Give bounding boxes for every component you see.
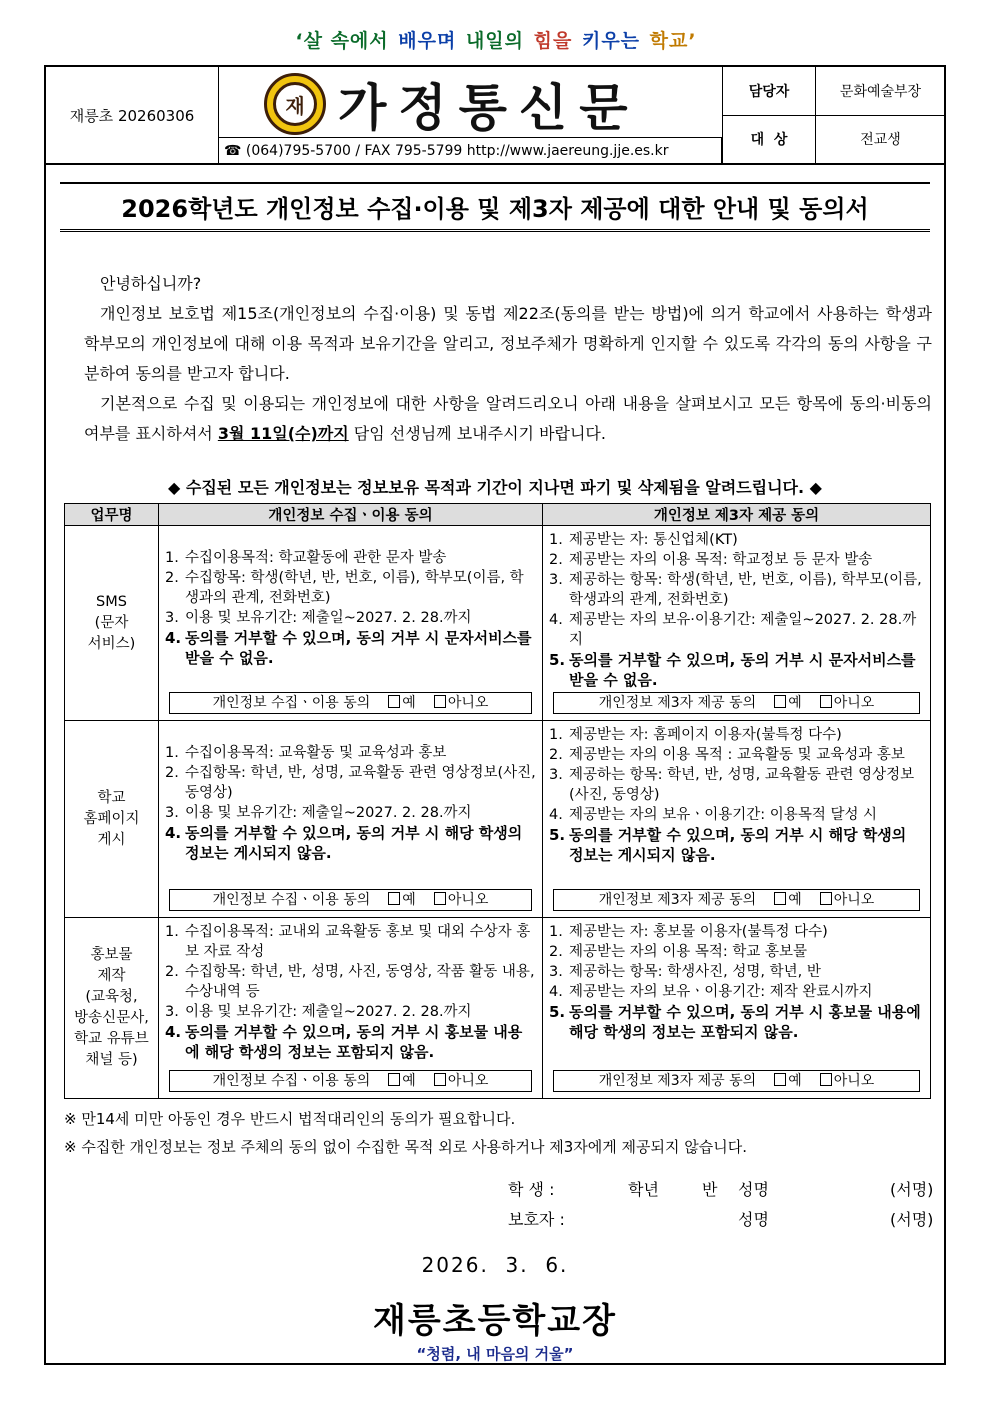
header-task: 업무명 xyxy=(65,504,159,526)
collect-cell xyxy=(159,918,543,1099)
grade-label: 학년 xyxy=(628,1180,659,1199)
task-name: 홍보물 제작 (교육청, 방송신문사, 학교 유튜브 채널 등) xyxy=(65,918,159,1099)
header-collect: 개인정보 수집ㆍ이용 동의 xyxy=(159,504,543,526)
manager-label: 담당자 xyxy=(723,67,816,115)
checkbox-icon xyxy=(434,695,446,708)
provide-yes-checkbox[interactable]: 예 xyxy=(774,693,802,713)
task-name: SMS (문자 서비스) xyxy=(65,526,159,721)
checkbox-icon xyxy=(774,695,786,708)
manager-value: 문화예술부장 xyxy=(839,84,922,100)
deletion-notice: ◆ 수집된 모든 개인정보는 정보보유 목적과 기간이 지나면 파기 및 삭제됨을 알려드립니다. ◆ xyxy=(168,478,822,497)
motto-segment: 내일의 xyxy=(465,30,532,52)
document-number: 재릉초 20260306 xyxy=(46,67,219,163)
deadline: 3월 11일(수)까지 xyxy=(217,424,349,443)
newsletter-logo xyxy=(222,71,722,137)
student-sign-field[interactable]: (서명) xyxy=(890,1180,934,1199)
consent-table xyxy=(64,503,931,1099)
provide-item: 5. 동의를 거부할 수 있으며, 동의 거부 시 홍보물 내용에 해당 학생의 정보는 포함되지 않음. xyxy=(549,1003,921,1041)
letterhead xyxy=(46,67,944,165)
collect-yes-checkbox[interactable]: 예 xyxy=(388,693,416,713)
provide-item: 3. 제공하는 항목: 학생사진, 성명, 학년, 반 xyxy=(549,964,821,980)
collect-item: 1. 수집이용목적: 교내외 교육활동 홍보 및 대외 수상자 홍보 자료 작성 xyxy=(165,924,531,960)
footnote-1: ※ 만14세 미만 아동인 경우 반드시 법적대리인의 동의가 필요합니다. xyxy=(64,1110,516,1128)
checkbox-icon xyxy=(820,695,832,708)
guardian-label: 보호자 : xyxy=(508,1210,565,1229)
collect-item: 2. 수집항목: 학년, 반, 성명, 사진, 동영상, 작품 활동 내용, 수상내역 등 xyxy=(165,964,535,1000)
student-name-label: 성명 xyxy=(738,1180,769,1199)
collect-consent-checkline: 개인정보 수집ㆍ이용 동의 예 아니오 xyxy=(169,889,532,911)
paragraph-1: 개인정보 보호법 제15조(개인정보의 수집·이용) 및 동법 제22조(동의를 받는 방법)에 의거 학교에서 사용하는 학생과 학부모의 개인정보에 대해 이용 목적과 보유기간을 알리고, 정보주체가 명확하게 인지할 수 있도록 각각의 동의 사항을 구분하여 동의를 받고자 합니다. xyxy=(84,304,932,383)
integrity-slogan: “청렴, 내 마음의 거울” xyxy=(416,1345,574,1363)
checkbox-icon xyxy=(388,892,400,905)
document-title: 2026학년도 개인정보 수집·이용 및 제3자 제공에 대한 안내 및 동의서 xyxy=(60,182,930,232)
provide-consent-checkline: 개인정보 제3자 제공 동의 예 아니오 xyxy=(553,1070,920,1092)
checkbox-icon xyxy=(434,892,446,905)
motto-segment: 배우며 xyxy=(398,30,464,52)
collect-item: 2. 수집항목: 학생(학년, 반, 번호, 이름), 학부모(이름, 학생과의 관계, 전화번호) xyxy=(165,570,524,606)
provide-item: 5. 동의를 거부할 수 있으며, 동의 거부 시 해당 학생의 정보는 게시되지 않음. xyxy=(549,826,907,864)
provide-item: 3. 제공하는 항목: 학년, 반, 성명, 교육활동 관련 영상정보(사진, 동영상) xyxy=(549,767,915,803)
collect-item: 3. 이용 및 보유기간: 제출일~2027. 2. 28.까지 xyxy=(165,1004,472,1020)
collect-no-checkbox[interactable]: 아니오 xyxy=(434,890,489,910)
document-frame xyxy=(44,65,946,1365)
task-name: 학교 홈페이지 게시 xyxy=(65,721,159,918)
checkbox-icon xyxy=(820,892,832,905)
provide-item: 1. 제공받는 자: 홈페이지 이용자(불특정 다수) xyxy=(549,727,842,743)
provide-cell xyxy=(543,721,931,918)
collect-item: 4. 동의를 거부할 수 있으며, 동의 거부 시 홍보물 내용에 해당 학생의 정보는 포함되지 않음. xyxy=(165,1023,523,1061)
provide-consent-checkline: 개인정보 제3자 제공 동의 예 아니오 xyxy=(553,692,920,714)
provide-no-checkbox[interactable]: 아니오 xyxy=(820,693,875,713)
checkbox-icon xyxy=(774,1073,786,1086)
collect-cell xyxy=(159,526,543,721)
provide-item: 1. 제공받는 자: 통신업체(KT) xyxy=(549,532,738,548)
collect-consent-checkline: 개인정보 수집ㆍ이용 동의 예 아니오 xyxy=(169,692,532,714)
provide-yes-checkbox[interactable]: 예 xyxy=(774,890,802,910)
provide-item: 5. 동의를 거부할 수 있으며, 동의 거부 시 문자서비스를 받을 수 없음. xyxy=(549,651,916,689)
collect-cell xyxy=(159,721,543,918)
motto-segment: ‘살 속에서 xyxy=(295,30,397,52)
footnote-2: ※ 수집한 개인정보는 정보 주체의 동의 없이 수집한 목적 외로 사용하거나 제3자에게 제공되지 않습니다. xyxy=(64,1138,747,1156)
consent-row xyxy=(65,526,931,721)
consent-row xyxy=(65,721,931,918)
collect-item: 4. 동의를 거부할 수 있으며, 동의 거부 시 문자서비스를 받을 수 없음. xyxy=(165,629,532,667)
collect-item: 3. 이용 및 보유기간: 제출일~2027. 2. 28.까지 xyxy=(165,805,472,821)
provide-item: 4. 제공받는 자의 보유ㆍ이용기간: 제작 완료시까지 xyxy=(549,984,873,1000)
paragraph-2: 기본적으로 수집 및 이용되는 개인정보에 대한 사항을 알려드리오니 아래 내용을 살펴보시고 모든 항목에 동의·비동의 여부를 표시하셔서 3월 11일(수)까지 담임 선생님께 보내주시기 바랍니다. xyxy=(84,394,932,443)
provide-item: 4. 제공받는 자의 보유·이용기간: 제출일~2027. 2. 28.까지 xyxy=(549,612,917,648)
student-label: 학 생 : xyxy=(508,1180,555,1199)
consent-row xyxy=(65,918,931,1099)
class-label: 반 xyxy=(702,1180,718,1199)
school-emblem-icon: 재 xyxy=(264,73,326,135)
collect-item: 1. 수집이용목적: 학교활동에 관한 문자 발송 xyxy=(165,550,447,566)
provide-item: 2. 제공받는 자의 이용 목적: 학교 홍보물 xyxy=(549,944,808,960)
checkbox-icon xyxy=(388,1073,400,1086)
checkbox-icon xyxy=(820,1073,832,1086)
collect-no-checkbox[interactable]: 아니오 xyxy=(434,693,489,713)
collect-item: 2. 수집항목: 학년, 반, 성명, 교육활동 관련 영상정보(사진, 동영상) xyxy=(165,765,536,801)
collect-item: 3. 이용 및 보유기간: 제출일~2027. 2. 28.까지 xyxy=(165,610,472,626)
provide-yes-checkbox[interactable]: 예 xyxy=(774,1071,802,1091)
newsletter-title: 가정통신문 xyxy=(338,78,640,137)
provide-cell xyxy=(543,526,931,721)
checkbox-icon xyxy=(388,695,400,708)
motto-segment: 학교’ xyxy=(649,30,697,52)
collect-item: 4. 동의를 거부할 수 있으며, 동의 거부 시 해당 학생의 정보는 게시되지 않음. xyxy=(165,824,523,862)
provide-cell xyxy=(543,918,931,1099)
checkbox-icon xyxy=(774,892,786,905)
provide-consent-checkline: 개인정보 제3자 제공 동의 예 아니오 xyxy=(553,889,920,911)
greeting: 안녕하십니까? xyxy=(100,274,202,293)
collect-yes-checkbox[interactable]: 예 xyxy=(388,890,416,910)
motto-segment: 키우는 xyxy=(581,30,648,52)
collect-item: 1. 수집이용목적: 교육활동 및 교육성과 홍보 xyxy=(165,745,447,761)
school-motto xyxy=(0,26,992,53)
collect-no-checkbox[interactable]: 아니오 xyxy=(434,1071,489,1091)
collect-consent-checkline: 개인정보 수집ㆍ이용 동의 예 아니오 xyxy=(169,1070,532,1092)
provide-item: 4. 제공받는 자의 보유ㆍ이용기간: 이용목적 달성 시 xyxy=(549,807,878,823)
header-provide: 개인정보 제3자 제공 동의 xyxy=(543,504,931,526)
contact-info: ☎ (064)795-5700 / FAX 795-5799 http://www.jaereung.jje.es.kr xyxy=(218,137,722,163)
principal-title: 재릉초등학교장 xyxy=(373,1301,617,1341)
meta-box xyxy=(722,67,945,163)
target-value: 전교생 xyxy=(860,132,901,148)
provide-item: 3. 제공하는 항목: 학생(학년, 반, 번호, 이름), 학부모(이름, 학생과의 관계, 전화번호) xyxy=(549,572,922,608)
issue-date: 2026. 3. 6. xyxy=(421,1253,569,1277)
footnotes xyxy=(64,1105,747,1161)
provide-item: 1. 제공받는 자: 홍보물 이용자(불특정 다수) xyxy=(549,924,828,940)
provide-no-checkbox[interactable]: 아니오 xyxy=(820,1071,875,1091)
collect-yes-checkbox[interactable]: 예 xyxy=(388,1071,416,1091)
provide-item: 2. 제공받는 자의 이용 목적: 학교정보 등 문자 발송 xyxy=(549,552,873,568)
guardian-sign-field[interactable]: (서명) xyxy=(890,1210,934,1229)
motto-segment: 힘을 xyxy=(533,30,580,52)
provide-no-checkbox[interactable]: 아니오 xyxy=(820,890,875,910)
provide-item: 2. 제공받는 자의 이용 목적 : 교육활동 및 교육성과 홍보 xyxy=(549,747,905,763)
guardian-name-label: 성명 xyxy=(738,1210,769,1229)
checkbox-icon xyxy=(434,1073,446,1086)
target-label: 대 상 xyxy=(723,115,816,163)
letter-body xyxy=(84,269,932,449)
